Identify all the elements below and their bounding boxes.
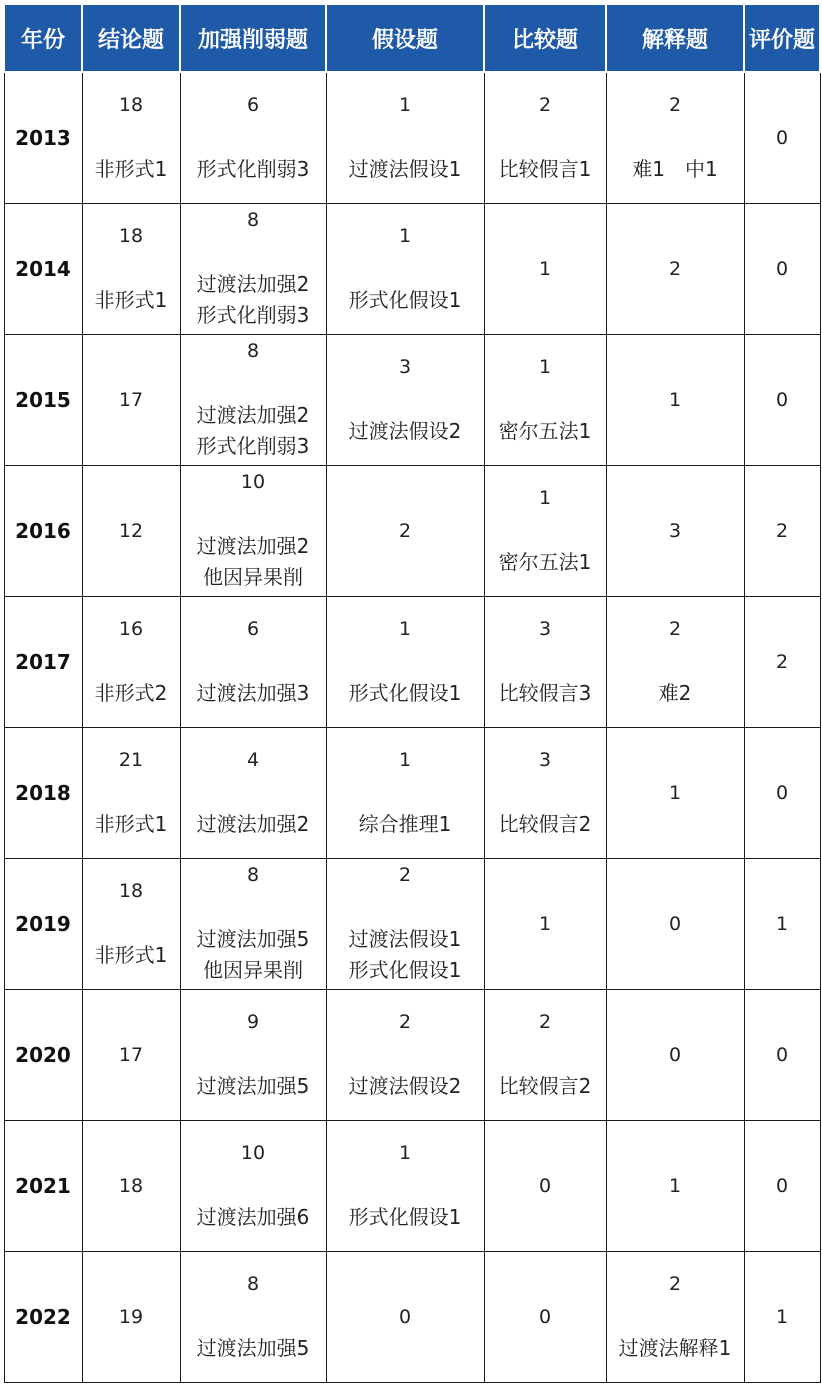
count-value: 6 (246, 617, 260, 640)
table-row (4, 466, 820, 597)
count-value: 1 (538, 258, 552, 280)
count-value: 2 (775, 520, 789, 542)
count-value: 12 (118, 520, 144, 542)
breakdown-note: 过渡法加强5 (196, 927, 310, 951)
count-value: 18 (118, 879, 144, 902)
table-row (4, 1121, 820, 1252)
strengthen-weaken-cell (180, 1121, 326, 1252)
count-value: 2 (775, 651, 789, 673)
explanation-cell (606, 72, 744, 204)
breakdown-note: 他因异果削 (203, 958, 303, 982)
comparison-cell (484, 990, 606, 1121)
count-value: 2 (538, 1010, 552, 1033)
assumption-cell (326, 990, 484, 1121)
header-strengthen-weaken: 加强削弱题 (180, 4, 326, 72)
comparison-cell (484, 204, 606, 335)
breakdown-note: 综合推理1 (358, 811, 452, 836)
evaluation-cell (744, 990, 820, 1121)
count-value: 17 (118, 1044, 144, 1066)
breakdown-note: 过渡法加强2 (196, 403, 310, 427)
count-value: 1 (668, 782, 682, 804)
year-cell: 2016 (4, 466, 82, 597)
breakdown-note: 形式化假设1 (348, 680, 462, 705)
breakdown-note: 密尔五法1 (498, 418, 592, 443)
comparison-cell (484, 728, 606, 859)
explanation-cell (606, 1121, 744, 1252)
table-row (4, 1252, 820, 1383)
count-value: 0 (668, 913, 682, 935)
table-row (4, 859, 820, 990)
count-value: 1 (398, 224, 412, 247)
conclusion-cell (82, 335, 180, 466)
explanation-cell (606, 728, 744, 859)
breakdown-note: 过渡法加强5 (196, 1335, 310, 1360)
conclusion-cell (82, 597, 180, 728)
count-value: 10 (240, 1141, 266, 1164)
breakdown-note: 密尔五法1 (498, 549, 592, 574)
breakdown-note: 过渡法假设1 (348, 927, 462, 951)
count-value: 3 (668, 520, 682, 542)
strengthen-weaken-cell (180, 335, 326, 466)
comparison-cell (484, 466, 606, 597)
count-value: 0 (775, 127, 789, 149)
breakdown-note: 形式化假设1 (348, 287, 462, 312)
explanation-cell (606, 204, 744, 335)
evaluation-cell (744, 1121, 820, 1252)
year-cell: 2022 (4, 1252, 82, 1383)
count-value: 0 (775, 1175, 789, 1197)
header-year: 年份 (4, 4, 82, 72)
conclusion-cell (82, 728, 180, 859)
evaluation-cell (744, 1252, 820, 1383)
header-explanation: 解释题 (606, 4, 744, 72)
breakdown-note: 形式化假设1 (348, 1204, 462, 1229)
table-body (4, 72, 820, 1383)
count-value: 8 (246, 340, 260, 362)
year-cell: 2015 (4, 335, 82, 466)
count-value: 10 (240, 471, 266, 493)
count-value: 0 (775, 1044, 789, 1066)
count-value: 3 (538, 617, 552, 640)
evaluation-cell (744, 72, 820, 204)
table-row (4, 597, 820, 728)
count-value: 0 (775, 258, 789, 280)
assumption-cell (326, 597, 484, 728)
count-value: 2 (668, 258, 682, 280)
strengthen-weaken-cell (180, 597, 326, 728)
count-value: 18 (118, 224, 144, 247)
header-conclusion: 结论题 (82, 4, 180, 72)
evaluation-cell (744, 728, 820, 859)
breakdown-note: 形式化假设1 (348, 958, 462, 982)
count-value: 2 (668, 617, 682, 640)
evaluation-cell (744, 335, 820, 466)
header-row (4, 4, 820, 72)
year-cell: 2014 (4, 204, 82, 335)
count-value: 1 (398, 617, 412, 640)
count-value: 2 (398, 1010, 412, 1033)
conclusion-cell (82, 204, 180, 335)
count-value: 18 (118, 1175, 144, 1197)
question-stats-table-container (3, 3, 819, 1393)
breakdown-note: 过渡法解释1 (618, 1335, 732, 1360)
comparison-cell (484, 859, 606, 990)
count-value: 21 (118, 748, 144, 771)
explanation-cell (606, 597, 744, 728)
assumption-cell (326, 466, 484, 597)
count-value: 1 (398, 748, 412, 771)
breakdown-note: 比较假言2 (498, 811, 592, 836)
table-row (4, 335, 820, 466)
conclusion-cell (82, 466, 180, 597)
count-value: 1 (398, 1141, 412, 1164)
count-value: 0 (668, 1044, 682, 1066)
breakdown-note: 形式化削弱3 (196, 156, 310, 181)
year-cell: 2020 (4, 990, 82, 1121)
conclusion-cell (82, 1252, 180, 1383)
count-value: 18 (118, 93, 144, 116)
breakdown-note: 形式化削弱3 (196, 303, 310, 327)
question-stats-table (3, 3, 821, 1383)
count-value: 1 (668, 1175, 682, 1197)
count-value: 2 (668, 1272, 682, 1295)
table-row (4, 72, 820, 204)
count-value: 2 (398, 864, 412, 886)
count-value: 6 (246, 93, 260, 116)
strengthen-weaken-cell (180, 728, 326, 859)
count-value: 1 (538, 355, 552, 378)
count-value: 9 (246, 1010, 260, 1033)
table-row (4, 990, 820, 1121)
breakdown-note: 非形式1 (94, 942, 168, 967)
count-value: 8 (246, 864, 260, 886)
count-value: 1 (668, 389, 682, 411)
breakdown-note: 非形式1 (94, 156, 168, 181)
evaluation-cell (744, 597, 820, 728)
comparison-cell (484, 72, 606, 204)
year-cell: 2017 (4, 597, 82, 728)
strengthen-weaken-cell (180, 204, 326, 335)
explanation-cell (606, 335, 744, 466)
count-value: 1 (775, 913, 789, 935)
comparison-cell (484, 597, 606, 728)
assumption-cell (326, 335, 484, 466)
breakdown-note: 过渡法加强2 (196, 272, 310, 296)
breakdown-note: 比较假言2 (498, 1073, 592, 1098)
breakdown-note: 难1 中1 (632, 156, 718, 181)
count-value: 3 (538, 748, 552, 771)
breakdown-note: 形式化削弱3 (196, 434, 310, 458)
assumption-cell (326, 728, 484, 859)
count-value: 17 (118, 389, 144, 411)
count-value: 0 (538, 1175, 552, 1197)
evaluation-cell (744, 466, 820, 597)
year-cell: 2021 (4, 1121, 82, 1252)
evaluation-cell (744, 204, 820, 335)
count-value: 1 (398, 93, 412, 116)
count-value: 1 (538, 913, 552, 935)
count-value: 0 (775, 389, 789, 411)
comparison-cell (484, 1252, 606, 1383)
explanation-cell (606, 466, 744, 597)
table-row (4, 728, 820, 859)
comparison-cell (484, 1121, 606, 1252)
header-assumption: 假设题 (326, 4, 484, 72)
count-value: 19 (118, 1306, 144, 1328)
year-cell: 2019 (4, 859, 82, 990)
breakdown-note: 过渡法加强3 (196, 680, 310, 705)
assumption-cell (326, 204, 484, 335)
conclusion-cell (82, 72, 180, 204)
breakdown-note: 非形式2 (94, 680, 168, 705)
year-cell: 2018 (4, 728, 82, 859)
conclusion-cell (82, 1121, 180, 1252)
count-value: 0 (775, 782, 789, 804)
explanation-cell (606, 990, 744, 1121)
count-value: 2 (398, 520, 412, 542)
assumption-cell (326, 72, 484, 204)
year-cell: 2013 (4, 72, 82, 204)
count-value: 8 (246, 209, 260, 231)
count-value: 3 (398, 355, 412, 378)
count-value: 16 (118, 617, 144, 640)
breakdown-note: 过渡法加强6 (196, 1204, 310, 1229)
table-row (4, 204, 820, 335)
breakdown-note: 过渡法假设1 (348, 156, 462, 181)
strengthen-weaken-cell (180, 466, 326, 597)
count-value: 4 (246, 748, 260, 771)
breakdown-note: 非形式1 (94, 287, 168, 312)
breakdown-note: 比较假言1 (498, 156, 592, 181)
assumption-cell (326, 1252, 484, 1383)
strengthen-weaken-cell (180, 859, 326, 990)
breakdown-note: 他因异果削 (203, 565, 303, 589)
count-value: 2 (668, 93, 682, 116)
count-value: 0 (398, 1306, 412, 1328)
evaluation-cell (744, 859, 820, 990)
breakdown-note: 过渡法加强5 (196, 1073, 310, 1098)
breakdown-note: 非形式1 (94, 811, 168, 836)
assumption-cell (326, 859, 484, 990)
explanation-cell (606, 859, 744, 990)
count-value: 8 (246, 1272, 260, 1295)
strengthen-weaken-cell (180, 72, 326, 204)
count-value: 2 (538, 93, 552, 116)
conclusion-cell (82, 859, 180, 990)
comparison-cell (484, 335, 606, 466)
header-evaluation: 评价题 (744, 4, 820, 72)
breakdown-note: 过渡法加强2 (196, 534, 310, 558)
breakdown-note: 过渡法假设2 (348, 1073, 462, 1098)
breakdown-note: 过渡法假设2 (348, 418, 462, 443)
assumption-cell (326, 1121, 484, 1252)
header-comparison: 比较题 (484, 4, 606, 72)
conclusion-cell (82, 990, 180, 1121)
breakdown-note: 过渡法加强2 (196, 811, 310, 836)
count-value: 0 (538, 1306, 552, 1328)
breakdown-note: 比较假言3 (498, 680, 592, 705)
explanation-cell (606, 1252, 744, 1383)
count-value: 1 (538, 486, 552, 509)
breakdown-note: 难2 (658, 680, 692, 705)
strengthen-weaken-cell (180, 1252, 326, 1383)
count-value: 1 (775, 1306, 789, 1328)
strengthen-weaken-cell (180, 990, 326, 1121)
